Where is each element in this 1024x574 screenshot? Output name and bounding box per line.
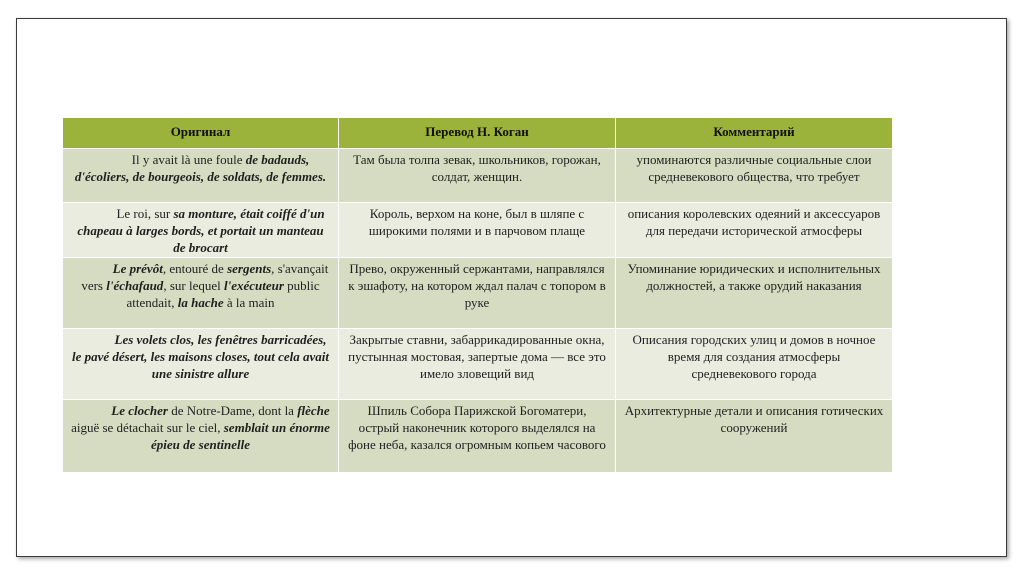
cell-original xyxy=(63,149,339,203)
table-row xyxy=(63,329,893,400)
cell-original xyxy=(63,258,339,329)
original-text-segment: Le clocher xyxy=(111,403,168,418)
cell-comment: Архитектурные детали и описания готических сооружений xyxy=(616,400,893,473)
original-text-segment: aiguë se détachait sur le ciel, xyxy=(71,420,224,435)
cell-comment: описания королевских одеяний и аксессуаров для передачи исторической атмосферы xyxy=(616,203,893,258)
cell-translation: Шпиль Собора Парижской Богоматери, острый наконечник которого выделялся на фоне неба, казался огромным копьем часового xyxy=(339,400,616,473)
original-text-segment: flèche xyxy=(297,403,330,418)
original-text-segment: semblait un énorme épieu de sentinelle xyxy=(151,420,330,452)
table-row xyxy=(63,258,893,329)
cell-translation: Прево, окруженный сержантами, направлялся к эшафоту, на котором ждал палач с топором в руке xyxy=(339,258,616,329)
cell-original xyxy=(63,329,339,400)
original-text-segment: , entouré de xyxy=(162,261,228,276)
original-text-segment: , s'avançait vers xyxy=(81,261,329,293)
original-text-segment: sergents xyxy=(227,261,272,276)
original-text-segment: Il y avait là une foule xyxy=(131,152,246,167)
original-text-segment: sa monture, était coiffé d'un chapeau à larges bords, et portait un manteau de brocart xyxy=(77,206,325,255)
original-text-segment: , sur lequel xyxy=(163,278,224,293)
comparison-table xyxy=(62,117,893,473)
original-text-segment: l'exécuteur xyxy=(223,278,284,293)
original-text-segment: à la main xyxy=(223,295,275,310)
table-row xyxy=(63,203,893,258)
original-text-segment: la hache xyxy=(177,295,224,310)
original-text-segment: Les volets clos, les fenêtres barricadées, le pavé désert, les maisons closes, tout cela avait une sinistre allure xyxy=(71,332,330,381)
cell-translation: Там была толпа зевак, школьников, горожан, солдат, женщин. xyxy=(339,149,616,203)
header-original: Оригинал xyxy=(63,118,339,149)
header-comment: Комментарий xyxy=(616,118,893,149)
table-row xyxy=(63,149,893,203)
cell-translation: Закрытые ставни, забаррикадированные окна, пустынная мостовая, запертые дома — все это имело зловещий вид xyxy=(339,329,616,400)
table-header-row xyxy=(63,118,893,149)
cell-comment: упоминаются различные социальные слои средневекового общества, что требует xyxy=(616,149,893,203)
original-text-segment: de badauds, d'écoliers, de bourgeois, de soldats, de femmes. xyxy=(74,152,327,184)
original-text-segment: public attendait, xyxy=(126,278,320,310)
cell-translation: Король, верхом на коне, был в шляпе с широкими полями и в парчовом плаще xyxy=(339,203,616,258)
table-row xyxy=(63,400,893,473)
original-text-segment: de Notre-Dame, dont la xyxy=(167,403,298,418)
cell-original xyxy=(63,400,339,473)
header-translation: Перевод Н. Коган xyxy=(339,118,616,149)
original-text-segment: Le prévôt xyxy=(112,261,163,276)
original-text-segment: l'échafaud xyxy=(106,278,164,293)
cell-comment: Описания городских улиц и домов в ночное время для создания атмосферы средневекового города xyxy=(616,329,893,400)
cell-comment: Упоминание юридических и исполнительных должностей, а также орудий наказания xyxy=(616,258,893,329)
original-text-segment: Le roi, sur xyxy=(116,206,174,221)
cell-original xyxy=(63,203,339,258)
